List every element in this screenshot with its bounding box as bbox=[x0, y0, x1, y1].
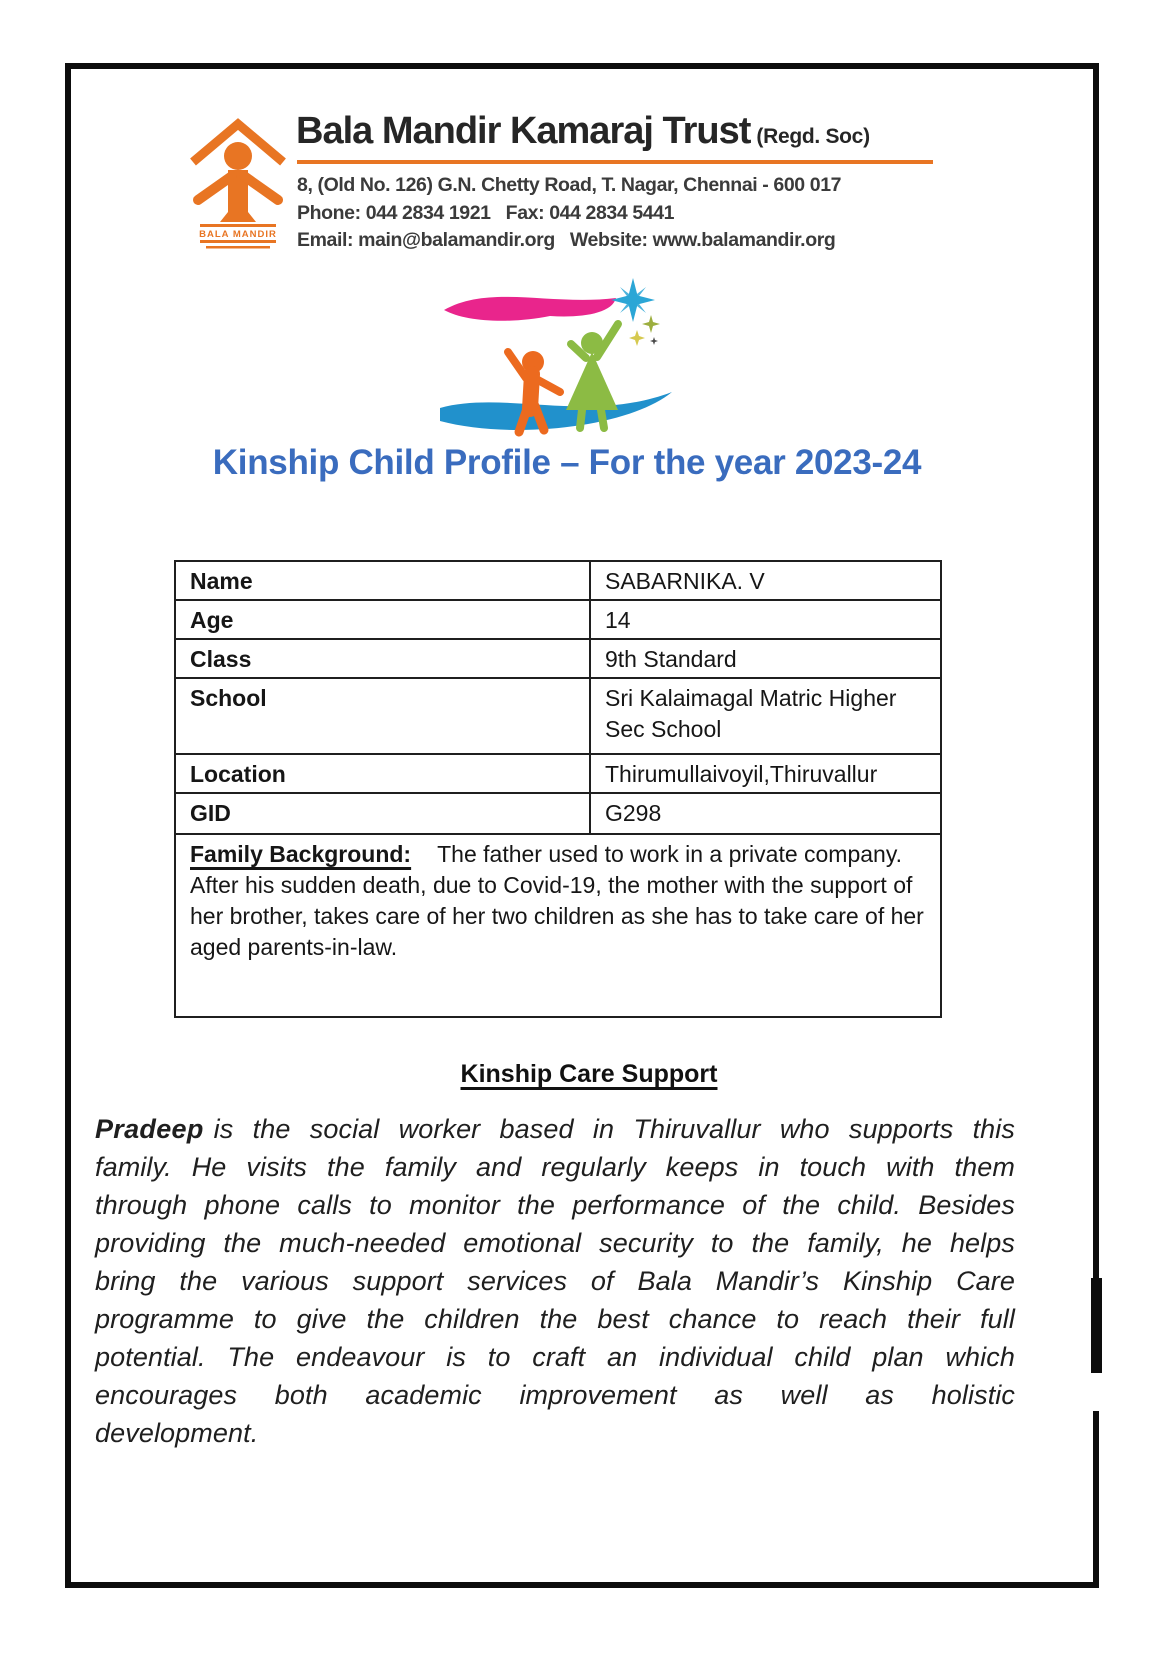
social-worker-name: Pradeep bbox=[95, 1114, 204, 1144]
table-row bbox=[175, 639, 941, 678]
field-value: Sri Kalaimagal Matric Higher Sec School bbox=[590, 678, 941, 754]
table-row bbox=[175, 754, 941, 793]
field-label: Name bbox=[175, 561, 590, 600]
family-background-label: Family Background: bbox=[190, 841, 412, 867]
org-address: 8, (Old No. 126) G.N. Chetty Road, T. Nagar, Chennai - 600 017 bbox=[297, 174, 842, 196]
field-value: 14 bbox=[590, 600, 941, 639]
field-value: Thirumullaivoyil,Thiruvallur bbox=[590, 754, 941, 793]
profile-table bbox=[174, 560, 942, 1018]
table-row bbox=[175, 600, 941, 639]
field-value: G298 bbox=[590, 793, 941, 834]
org-email-website: Email: main@balamandir.org Website: www.balamandir.org bbox=[297, 229, 836, 251]
field-value: 9th Standard bbox=[590, 639, 941, 678]
family-background-text: The father used to work in a private company. After his sudden death, due to Covid-19, the mother with the support of her brother, takes care of her two children as she has to take care of her aged parents-in-law. bbox=[190, 841, 924, 960]
scan-artifact bbox=[1091, 1373, 1105, 1411]
org-phone-fax: Phone: 044 2834 1921 Fax: 044 2834 5441 bbox=[297, 202, 675, 224]
org-name-row bbox=[296, 110, 956, 153]
section-heading: Kinship Care Support bbox=[460, 1060, 718, 1088]
document-title: Kinship Child Profile – For the year 2023-24 bbox=[212, 443, 922, 482]
field-label: School bbox=[175, 678, 590, 754]
field-label: Age bbox=[175, 600, 590, 639]
field-label: GID bbox=[175, 793, 590, 834]
field-label: Location bbox=[175, 754, 590, 793]
logo-caption: BALA MANDIR bbox=[199, 229, 277, 240]
family-background-cell bbox=[175, 834, 941, 1017]
support-paragraph bbox=[95, 1110, 1015, 1452]
table-row bbox=[175, 793, 941, 834]
field-label: Class bbox=[175, 639, 590, 678]
table-row bbox=[175, 561, 941, 600]
profile-table-container bbox=[174, 560, 940, 1018]
support-text: is the social worker based in Thiruvallur who supports this family. He visits the family and regularly keeps in touch with them through phone calls to monitor the performance of the child. Besides providing the much-needed emotional security to the family, he helps bring the various support services of Bala Mandir’s Kinship Care programme to give the children the best chance to reach their full potential. The endeavour is to craft an individual child plan which encourages both academic improvement as well as holistic development. bbox=[95, 1114, 1015, 1448]
scan-artifact bbox=[1091, 1278, 1102, 1373]
family-background-row bbox=[175, 834, 941, 1017]
org-regd-suffix: (Regd. Soc) bbox=[756, 125, 870, 148]
bala-mandir-logo-icon bbox=[185, 110, 291, 250]
org-name: Bala Mandir Kamaraj Trust bbox=[296, 110, 751, 152]
header-orange-rule bbox=[297, 160, 933, 164]
field-value: SABARNIKA. V bbox=[590, 561, 941, 600]
table-row bbox=[175, 678, 941, 754]
children-stars-illustration-icon bbox=[432, 256, 680, 438]
